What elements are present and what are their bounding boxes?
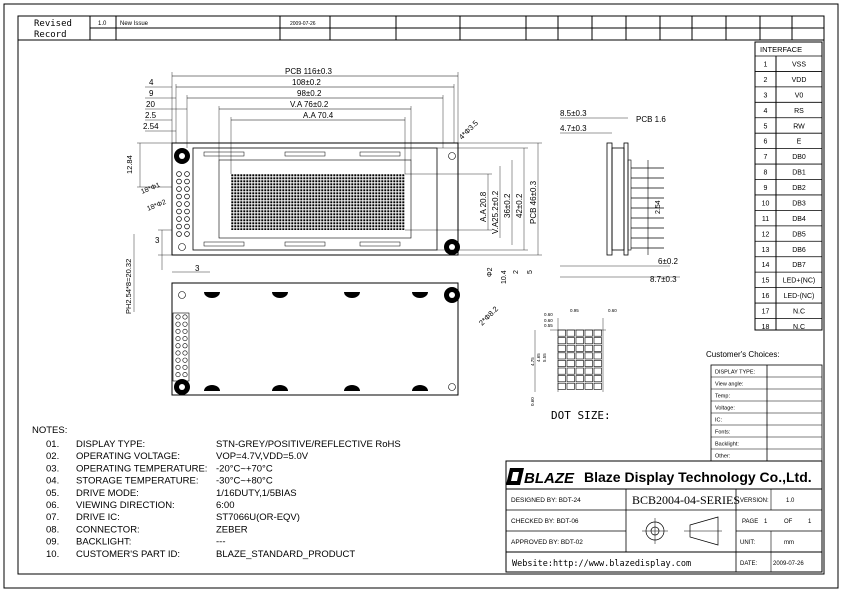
connector-pin xyxy=(177,172,182,177)
dim-4: 4 xyxy=(149,78,154,87)
pin-signal: DB0 xyxy=(792,154,806,162)
note-number: 09. xyxy=(46,536,60,548)
pin-signal: LED+(NC) xyxy=(782,277,816,285)
part-number: BCB2004-04-SERIES xyxy=(632,493,741,507)
dot-dim-l1: 0.60 xyxy=(544,318,553,323)
dot-dim-l3: 4.75 xyxy=(530,357,535,366)
note-key: CUSTOMER'S PART ID: xyxy=(76,548,181,560)
dim-2: 2 xyxy=(513,270,520,274)
lcd-dot xyxy=(585,360,593,366)
connector-pin xyxy=(176,365,180,369)
connector-pin xyxy=(176,358,180,362)
connector-pin xyxy=(185,224,190,229)
lcd-dot xyxy=(576,330,584,336)
connector-pin xyxy=(185,202,190,207)
dim-6: 6±0.2 xyxy=(658,257,678,266)
connector-pin xyxy=(185,232,190,237)
revision-record xyxy=(18,16,824,40)
pin-signal: RS xyxy=(794,107,804,115)
cob-bump xyxy=(204,292,220,298)
date-label: DATE: xyxy=(740,561,758,567)
lcd-dot xyxy=(594,338,602,344)
lcd-dot xyxy=(558,338,566,344)
note-number: 08. xyxy=(46,524,60,536)
lcd-dot xyxy=(585,330,593,336)
connector-pin xyxy=(183,344,187,348)
pin-signal: RW xyxy=(793,123,805,131)
dim-3a: 3 xyxy=(155,236,160,245)
designed-by: DESIGNED BY: BDT-24 xyxy=(511,497,581,504)
choice-label: Temp: xyxy=(715,393,730,400)
lcd-dot xyxy=(594,376,602,382)
choice-label: DISPLAY TYPE: xyxy=(715,369,756,376)
pin-number: 17 xyxy=(761,308,770,316)
revision-description: New Issue xyxy=(120,21,149,27)
side-view xyxy=(560,109,680,284)
dim-va-height: V.A25.2±0.2 xyxy=(491,190,500,234)
note-key: DRIVE MODE: xyxy=(76,487,139,499)
revised-label: Revised xyxy=(34,19,72,29)
dot-dim-top2: 0.95 xyxy=(570,308,579,313)
dot-dim-l2: 0.55 xyxy=(544,323,553,328)
dim-8-5: 8.5±0.3 xyxy=(560,109,587,118)
revision-version: 1.0 xyxy=(98,21,107,27)
pin-number: 7 xyxy=(763,154,768,162)
note-key: OPERATING TEMPERATURE: xyxy=(76,463,208,475)
dot-size-label: DOT SIZE: xyxy=(551,409,611,422)
lcd-dot xyxy=(558,360,566,366)
pin-signal: DB1 xyxy=(792,169,806,177)
note-value: --- xyxy=(216,536,226,548)
logo-text: BLAZE xyxy=(524,470,574,487)
lcd-dot xyxy=(567,383,575,389)
dim-mount: 2*Φ8.2 xyxy=(477,304,501,328)
interface-table xyxy=(755,42,822,331)
connector-pin xyxy=(177,224,182,229)
pin-number: 11 xyxy=(761,215,770,223)
note-key: STORAGE TEMPERATURE: xyxy=(76,475,199,487)
note-number: 06. xyxy=(46,500,60,511)
dim-5: 5 xyxy=(527,270,534,274)
dim-pitch: PH2.54*8=20.32 xyxy=(124,258,133,314)
connector-pin xyxy=(183,365,187,369)
dim-2-54: 2.54 xyxy=(143,122,159,131)
lcd-dot xyxy=(585,338,593,344)
customer-choices xyxy=(706,350,822,461)
pin-number: 16 xyxy=(761,293,770,301)
connector-pin xyxy=(177,232,182,237)
blaze-logo xyxy=(506,468,575,487)
dot-dim-top3: 0.60 xyxy=(608,308,617,313)
revision-date: 2009-07-26 xyxy=(290,21,316,27)
choice-label: IC: xyxy=(715,417,723,424)
lcd-dot xyxy=(576,345,584,351)
dim-aa-height: A.A 20.8 xyxy=(479,191,488,222)
lcd-dot xyxy=(594,330,602,336)
of-value: 1 xyxy=(808,519,812,525)
pin-number: 9 xyxy=(763,185,768,193)
pin-number: 12 xyxy=(761,231,770,239)
note-value: STN-GREY/POSITIVE/REFLECTIVE RoHS xyxy=(216,439,401,450)
pin-number: 10 xyxy=(761,200,770,208)
dot-dim-top1: 0.60 xyxy=(544,312,553,317)
choice-label: Backlight: xyxy=(715,441,739,448)
lcd-dot xyxy=(585,376,593,382)
pin-number: 5 xyxy=(763,123,768,131)
connector-pin xyxy=(183,329,187,333)
lcd-dot xyxy=(558,383,566,389)
lcd-dot xyxy=(567,376,575,382)
connector-pin xyxy=(183,372,187,376)
dim-pcb-width: PCB 116±0.3 xyxy=(285,67,332,76)
pin-signal: V0 xyxy=(794,92,804,100)
of-label: OF xyxy=(784,519,793,525)
pin-signal: VSS xyxy=(791,61,807,69)
connector-pin xyxy=(176,372,180,376)
connector-pin xyxy=(176,336,180,340)
note-number: 05. xyxy=(46,487,60,499)
lcd-active-area xyxy=(231,174,405,230)
connector-pin xyxy=(183,315,187,319)
front-view xyxy=(124,67,542,314)
dim-pin-hole-1: 18*Φ1 xyxy=(140,181,162,196)
lcd-dot xyxy=(585,353,593,359)
projection-symbol xyxy=(642,517,722,545)
dim-4-7: 4.7±0.3 xyxy=(560,124,587,133)
title-block xyxy=(506,461,822,572)
dim-8-7: 8.7±0.3 xyxy=(650,275,677,284)
note-number: 02. xyxy=(46,451,60,463)
lcd-dot xyxy=(576,353,584,359)
connector-pin xyxy=(177,217,182,222)
note-key: CONNECTOR: xyxy=(76,524,140,536)
lcd-dot xyxy=(567,345,575,351)
cob-bump xyxy=(272,385,288,391)
note-key: OPERATING VOLTAGE: xyxy=(76,451,180,463)
pin-number: 15 xyxy=(761,277,770,285)
pin-signal: DB4 xyxy=(792,215,806,223)
connector-pin xyxy=(185,172,190,177)
note-value: VOP=4.7V,VDD=5.0V xyxy=(216,451,309,463)
choices-title: Customer's Choices: xyxy=(706,350,780,359)
lcd-dot xyxy=(567,338,575,344)
pin-signal: LED-(NC) xyxy=(783,293,815,301)
note-value: -20°C~+70°C xyxy=(216,463,273,475)
unit-value: mm xyxy=(784,540,794,546)
note-value: -30°C~+80°C xyxy=(216,475,273,487)
pin-number: 3 xyxy=(763,92,768,100)
lcd-dot xyxy=(576,383,584,389)
connector-pin xyxy=(183,336,187,340)
interface-title: INTERFACE xyxy=(760,45,803,54)
lcd-dot xyxy=(567,360,575,366)
note-key: BACKLIGHT: xyxy=(76,536,132,548)
connector-pin xyxy=(177,209,182,214)
dim-pin-hole-2: 18*Φ2 xyxy=(146,198,168,213)
back-view xyxy=(172,283,500,395)
lcd-dot xyxy=(576,360,584,366)
pin-number: 13 xyxy=(761,246,770,254)
page-label: PAGE xyxy=(742,519,759,525)
lcd-dot xyxy=(567,330,575,336)
note-number: 10. xyxy=(46,548,60,560)
connector-pin xyxy=(185,209,190,214)
unit-label: UNIT: xyxy=(740,540,755,546)
dim-phi2: Φ2 xyxy=(487,267,494,277)
note-value: 6:00 xyxy=(216,500,235,511)
cob-bump xyxy=(204,385,220,391)
lcd-dot xyxy=(567,353,575,359)
connector-pin xyxy=(183,351,187,355)
dim-hole: 4*Φ3.5 xyxy=(457,118,481,142)
connector-pin xyxy=(177,194,182,199)
connector-pin xyxy=(185,194,190,199)
dim-10-4: 10.4 xyxy=(501,270,508,284)
note-number: 03. xyxy=(46,463,60,475)
pin-signal: N.C xyxy=(792,323,806,331)
dim-12-84: 12.84 xyxy=(125,155,134,174)
pin-number: 2 xyxy=(763,76,768,84)
connector-pin xyxy=(176,315,180,319)
pin-signal: DB2 xyxy=(792,185,806,193)
note-value: 1/16DUTY,1/5BIAS xyxy=(216,487,297,499)
notes-title: NOTES: xyxy=(32,425,68,436)
lcd-dot xyxy=(576,376,584,382)
lcd-dot xyxy=(567,368,575,374)
dim-view-area: V.A 76±0.2 xyxy=(290,100,329,109)
dim-2-5: 2.5 xyxy=(145,111,157,120)
choice-label: View angle: xyxy=(715,381,744,388)
note-key: DISPLAY TYPE: xyxy=(76,439,146,450)
pin-number: 14 xyxy=(761,262,770,270)
connector-pin xyxy=(185,217,190,222)
connector-pin xyxy=(185,187,190,192)
connector-pin xyxy=(176,322,180,326)
dot-dim-l6: 0.60 xyxy=(530,397,535,406)
pin-signal: DB6 xyxy=(792,246,806,254)
approved-by: APPROVED BY: BDT-02 xyxy=(511,539,583,546)
version-value: 1.0 xyxy=(786,498,795,504)
connector-pin xyxy=(176,329,180,333)
note-number: 07. xyxy=(46,512,60,524)
dot-dim-l4: 4.65 xyxy=(536,353,541,362)
lcd-dot xyxy=(594,368,602,374)
note-number: 01. xyxy=(46,439,60,450)
connector-pin xyxy=(176,344,180,348)
record-label: Record xyxy=(34,30,67,40)
pin-signal: DB7 xyxy=(792,262,806,270)
pin-number: 1 xyxy=(763,61,768,69)
dim-42: 42±0.2 xyxy=(515,193,524,218)
dim-pcb-thickness: PCB 1.6 xyxy=(636,115,666,124)
lcd-dot xyxy=(576,368,584,374)
cob-bump xyxy=(344,385,360,391)
cob-bump xyxy=(272,292,288,298)
dim-98: 98±0.2 xyxy=(297,89,322,98)
connector-pin xyxy=(183,358,187,362)
dim-pin-pitch: 2.54 xyxy=(655,200,662,214)
note-number: 04. xyxy=(46,475,60,487)
lcd-dot xyxy=(594,383,602,389)
lcd-dot xyxy=(558,345,566,351)
lcd-dot xyxy=(585,383,593,389)
lcd-dot xyxy=(576,338,584,344)
connector-pin xyxy=(177,179,182,184)
lcd-dot xyxy=(585,368,593,374)
pin-number: 8 xyxy=(763,169,768,177)
lcd-dot xyxy=(594,345,602,351)
dim-pcb-height: PCB 46±0.3 xyxy=(529,180,538,224)
choice-label: Fonts: xyxy=(715,429,731,436)
page-value: 1 xyxy=(764,519,768,525)
pin-signal: E xyxy=(796,138,802,146)
connector-pin xyxy=(177,187,182,192)
pin-signal: VDD xyxy=(791,76,807,84)
notes xyxy=(32,425,401,560)
pin-number: 4 xyxy=(763,107,768,115)
connector-pin xyxy=(176,351,180,355)
note-key: DRIVE IC: xyxy=(76,512,120,524)
lcd-dot xyxy=(558,330,566,336)
lcd-dot xyxy=(558,376,566,382)
note-value: ST7066U(OR-EQV) xyxy=(216,512,300,524)
version-label: VERSION: xyxy=(740,498,769,504)
lcd-dot xyxy=(558,368,566,374)
dim-active-area: A.A 70.4 xyxy=(303,111,334,120)
date-value: 2009-07-26 xyxy=(773,561,804,567)
lcd-dot xyxy=(594,360,602,366)
dim-36: 36±0.2 xyxy=(503,193,512,218)
lcd-dot xyxy=(594,353,602,359)
lcd-dot xyxy=(558,353,566,359)
dot-size-detail xyxy=(530,308,617,422)
lcd-dot xyxy=(585,345,593,351)
dim-20: 20 xyxy=(146,100,155,109)
pin-number: 6 xyxy=(763,138,768,146)
note-value: BLAZE_STANDARD_PRODUCT xyxy=(216,548,356,560)
pin-signal: DB3 xyxy=(792,200,806,208)
note-key: VIEWING DIRECTION: xyxy=(76,500,175,511)
dim-9: 9 xyxy=(149,89,154,98)
cob-bump xyxy=(412,385,428,391)
pin-number: 18 xyxy=(761,323,770,331)
dot-dim-l5: 5.55 xyxy=(542,353,547,362)
connector-pin xyxy=(183,322,187,326)
dim-3b: 3 xyxy=(195,264,200,273)
checked-by: CHECKED BY: BDT-06 xyxy=(511,518,579,525)
connector-pin xyxy=(185,179,190,184)
connector-pin xyxy=(177,202,182,207)
choice-label: Other: xyxy=(715,453,731,460)
cob-bump xyxy=(344,292,360,298)
cob-bump xyxy=(412,292,428,298)
dim-108: 108±0.2 xyxy=(292,78,321,87)
note-value: ZEBER xyxy=(216,524,248,536)
website: Website:http://www.blazedisplay.com xyxy=(512,559,692,569)
company-name: Blaze Display Technology Co.,Ltd. xyxy=(584,469,812,485)
pin-signal: DB5 xyxy=(792,231,806,239)
choice-label: Voltage: xyxy=(715,405,735,412)
pin-signal: N.C xyxy=(792,308,806,316)
